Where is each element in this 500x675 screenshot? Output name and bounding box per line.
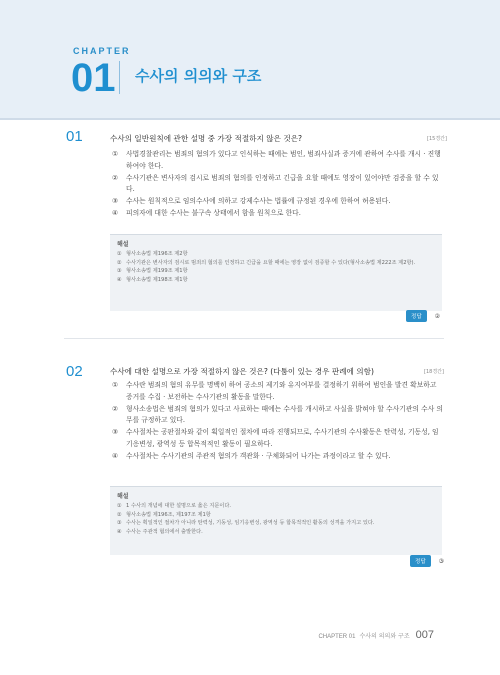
option-item	[112, 380, 444, 404]
solution-number: ③	[117, 268, 122, 275]
chapter-separator	[119, 61, 120, 94]
footer-chapter-title: 수사의 의의와 구조	[359, 633, 410, 640]
solution-text: 형사소송법 제199조 제1항	[126, 268, 188, 275]
option-text: 형사소송법은 범죄의 혐의가 있다고 사료하는 때에는 수사를 개시하고 사실을 밝혀야 할 수사기관의 수사 의무를 규정하고 있다.	[126, 404, 443, 425]
question-number: 01	[66, 128, 83, 145]
option-item	[112, 427, 444, 451]
option-number: ④	[112, 451, 119, 460]
solution-line	[110, 276, 442, 285]
solution-text: 형사소송법 제196조 제2항	[126, 251, 188, 257]
solution-text: 형사소송법 제196조, 제197조 제1항	[126, 511, 211, 518]
solution-text: 수사기관은 변사자의 검시로 범죄의 혐의를 인정하고 긴급을 요할 때에는 영장 없이 검증할 수 있다(형사소송법 제222조 제2항).	[126, 259, 416, 266]
answer-badge: 정답	[410, 555, 431, 567]
solution-number: ②	[117, 259, 122, 266]
solution-number: ①	[117, 251, 122, 257]
chapter-label: CHAPTER	[73, 46, 131, 56]
solution-text: 1 수사의 개념에 대한 설명으로 옳은 지문이다.	[126, 503, 232, 509]
option-text: 수사는 원칙적으로 임의수사에 의하고 강제수사는 법률에 규정된 경우에 한하여 허용된다.	[126, 197, 391, 206]
solution-text: 수사는 주관적 혐의에서 출발한다.	[126, 528, 203, 535]
solution-line	[110, 250, 442, 259]
option-item	[112, 208, 444, 220]
option-item	[112, 149, 444, 173]
solution-number: ③	[117, 520, 122, 527]
option-item	[112, 196, 444, 208]
header-divider	[0, 118, 500, 120]
option-number: ④	[112, 208, 119, 217]
solution-line	[110, 528, 442, 537]
option-text: 사법경찰관리는 범죄의 혐의가 있다고 인식하는 때에는 범인, 범죄사실과 증거에 관하여 수사를 개시 · 진행하여야 한다.	[126, 150, 441, 170]
options-list	[112, 149, 444, 220]
option-text: 수사란 범죄의 혐의 유무를 명백히 하여 공소의 제기와 유지여부를 결정하기 위하여 범인을 발견 확보하고 증거를 수집 · 보전하는 수사기관의 활동을 말한다.	[126, 381, 437, 401]
solution-number: ②	[117, 511, 122, 518]
option-item	[112, 451, 444, 463]
option-number: ①	[112, 150, 119, 158]
options-list	[112, 380, 444, 463]
solution-heading: 해설	[117, 493, 129, 500]
answer-value: ③	[438, 557, 445, 565]
footer-chapter-label: CHAPTER 01	[318, 634, 356, 640]
solution-line	[110, 511, 442, 520]
option-number: ③	[112, 197, 119, 206]
option-text: 수사절차는 수사기관의 주관적 혐의가 객관화 · 구체화되어 나가는 과정이라고 할 수 있다.	[126, 451, 391, 460]
question-text: 수사의 일반원칙에 관한 설명 중 가장 적절하지 않은 것은?	[110, 134, 303, 143]
chapter-title: 수사의 의의와 구조	[135, 67, 262, 85]
solution-line	[110, 502, 442, 511]
page-number: 007	[415, 629, 434, 641]
chapter-number: 01	[71, 56, 116, 100]
answer-badge: 정답	[406, 310, 427, 322]
page-footer	[318, 629, 434, 641]
option-text: 피의자에 대한 수사는 불구속 상태에서 함을 원칙으로 한다.	[126, 208, 301, 217]
solution-line	[110, 519, 442, 528]
question-text: 수사에 대한 설명으로 가장 적절하지 않은 것은? (다툼이 있는 경우 판례에 의함)	[110, 367, 374, 376]
solution-line	[110, 259, 442, 268]
solution-box	[110, 486, 442, 555]
solution-number: ①	[117, 503, 122, 509]
solution-text: 형사소송법 제198조 제1항	[126, 276, 188, 283]
option-number: ①	[112, 381, 119, 389]
question-source: [18경간]	[424, 369, 444, 375]
option-number: ③	[112, 428, 119, 437]
solution-heading: 해설	[117, 241, 129, 248]
option-number: ②	[112, 173, 119, 182]
option-text: 수사기관은 변사자의 검시로 범죄의 혐의를 인정하고 긴급을 요할 때에도 영장이 있어야만 검증을 할 수 있다.	[126, 173, 439, 194]
solution-box	[110, 234, 442, 311]
solution-line	[110, 267, 442, 276]
answer-value: ②	[434, 312, 441, 320]
question-number: 02	[66, 363, 83, 380]
answer-row	[410, 555, 444, 567]
option-number: ②	[112, 404, 119, 413]
option-item	[112, 404, 444, 428]
option-item	[112, 173, 444, 197]
question-divider	[64, 338, 444, 339]
option-text: 수사절차는 공판절차와 같이 획일적인 절차에 따라 진행되므로, 수사기관의 수사활동은 탄력성, 기동성, 임기응변성, 광역성 등 합목적적인 활동이 필요하다.	[126, 428, 439, 448]
solution-number: ④	[117, 276, 122, 283]
solution-text: 수사는 획일적인 절차가 아니라 탄력성, 기동성, 임기응변성, 광역성 등 합목적적인 활동의 성격을 가지고 있다.	[126, 520, 375, 527]
solution-number: ④	[117, 528, 122, 535]
answer-row	[406, 310, 440, 322]
question-source: [15경간]	[427, 136, 447, 142]
